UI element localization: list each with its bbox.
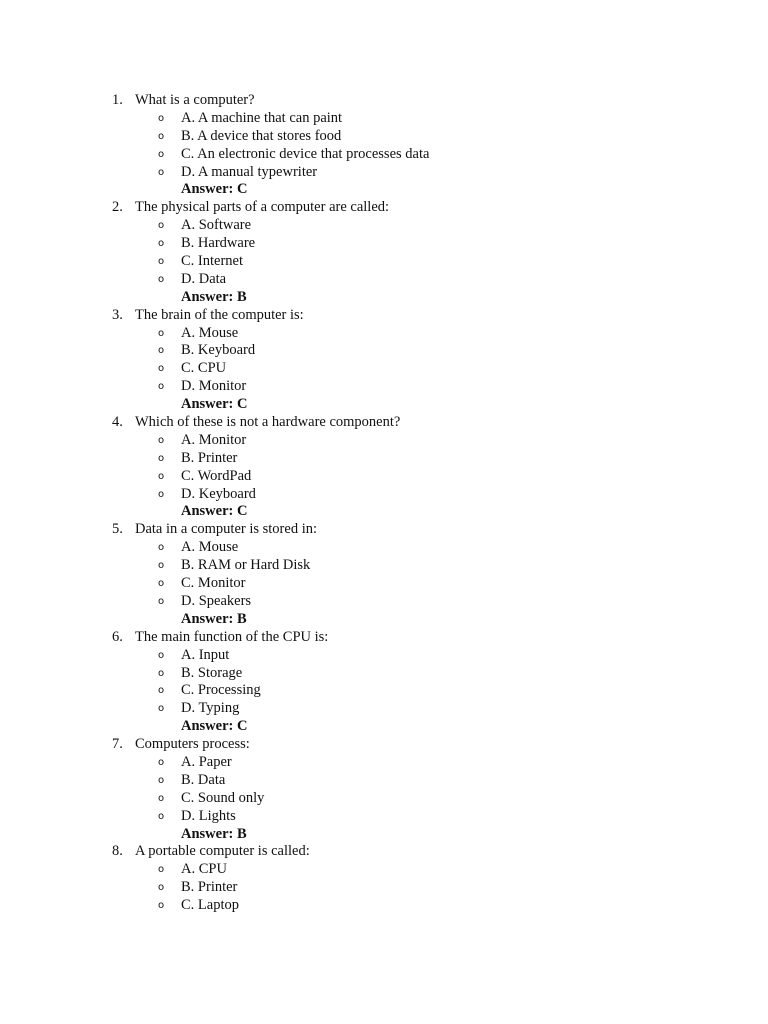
option-item bbox=[0, 217, 768, 235]
bullet-icon: o bbox=[158, 434, 165, 446]
option-text: A. CPU bbox=[181, 861, 227, 878]
question-line bbox=[0, 736, 768, 754]
option-text: C. Internet bbox=[181, 253, 244, 270]
option-item bbox=[0, 593, 768, 611]
option-text: A. Monitor bbox=[181, 431, 247, 448]
question-number: 1. bbox=[112, 92, 123, 108]
bullet-icon: o bbox=[158, 882, 165, 894]
question-text: The physical parts of a computer are called: bbox=[135, 199, 390, 216]
option-item bbox=[0, 342, 768, 360]
option-item bbox=[0, 754, 768, 772]
answer-line bbox=[0, 503, 768, 521]
option-text: B. Hardware bbox=[181, 235, 256, 252]
option-item bbox=[0, 253, 768, 271]
option-list bbox=[0, 217, 768, 289]
option-text: B. Keyboard bbox=[181, 342, 256, 359]
bullet-icon: o bbox=[158, 595, 165, 607]
option-item bbox=[0, 575, 768, 593]
option-text: D. Lights bbox=[181, 807, 236, 824]
bullet-icon: o bbox=[158, 166, 165, 178]
bullet-icon: o bbox=[158, 381, 165, 393]
bullet-icon: o bbox=[158, 792, 165, 804]
answer-line bbox=[0, 611, 768, 629]
option-item bbox=[0, 235, 768, 253]
option-item bbox=[0, 861, 768, 879]
option-list bbox=[0, 539, 768, 611]
option-item bbox=[0, 665, 768, 683]
option-item bbox=[0, 468, 768, 486]
question-item bbox=[0, 414, 768, 521]
option-list bbox=[0, 432, 768, 504]
option-text: D. Monitor bbox=[181, 378, 247, 395]
bullet-icon: o bbox=[158, 649, 165, 661]
question-line bbox=[0, 414, 768, 432]
option-text: B. Printer bbox=[181, 449, 238, 466]
option-text: C. CPU bbox=[181, 360, 227, 377]
bullet-icon: o bbox=[158, 112, 165, 124]
answer-line bbox=[0, 826, 768, 844]
bullet-icon: o bbox=[158, 864, 165, 876]
answer-line bbox=[0, 289, 768, 307]
option-item bbox=[0, 432, 768, 450]
bullet-icon: o bbox=[158, 703, 165, 715]
question-list bbox=[0, 92, 768, 915]
option-item bbox=[0, 360, 768, 378]
option-item bbox=[0, 450, 768, 468]
option-item bbox=[0, 378, 768, 396]
answer-line bbox=[0, 718, 768, 736]
question-item bbox=[0, 199, 768, 306]
question-line bbox=[0, 521, 768, 539]
option-text: C. Laptop bbox=[181, 897, 239, 914]
bullet-icon: o bbox=[158, 756, 165, 768]
answer-text: Answer: C bbox=[181, 396, 248, 413]
question-text: Data in a computer is stored in: bbox=[135, 521, 318, 538]
option-list bbox=[0, 110, 768, 182]
question-text: The brain of the computer is: bbox=[135, 306, 304, 323]
question-text: Computers process: bbox=[135, 736, 250, 753]
option-text: B. Printer bbox=[181, 879, 238, 896]
option-text: C. Processing bbox=[181, 682, 261, 699]
bullet-icon: o bbox=[158, 810, 165, 822]
option-item bbox=[0, 110, 768, 128]
bullet-icon: o bbox=[158, 685, 165, 697]
answer-text: Answer: B bbox=[181, 825, 247, 842]
question-line bbox=[0, 629, 768, 647]
option-text: B. A device that stores food bbox=[181, 127, 342, 144]
option-item bbox=[0, 879, 768, 897]
option-text: B. RAM or Hard Disk bbox=[181, 557, 311, 574]
question-text: A portable computer is called: bbox=[135, 843, 310, 860]
answer-line bbox=[0, 181, 768, 199]
question-text: The main function of the CPU is: bbox=[135, 628, 329, 645]
bullet-icon: o bbox=[158, 345, 165, 357]
option-text: D. Typing bbox=[181, 700, 240, 717]
option-item bbox=[0, 647, 768, 665]
option-item bbox=[0, 557, 768, 575]
answer-text: Answer: C bbox=[181, 181, 248, 198]
option-list bbox=[0, 861, 768, 915]
option-item bbox=[0, 486, 768, 504]
option-item bbox=[0, 325, 768, 343]
bullet-icon: o bbox=[158, 452, 165, 464]
question-number: 5. bbox=[112, 521, 123, 538]
question-number: 2. bbox=[112, 199, 123, 216]
bullet-icon: o bbox=[158, 220, 165, 232]
option-text: C. Monitor bbox=[181, 575, 246, 592]
option-text: A. Paper bbox=[181, 753, 232, 770]
option-text: A. Input bbox=[181, 646, 230, 663]
question-number: 8. bbox=[112, 843, 123, 860]
option-text: A. A machine that can paint bbox=[181, 109, 343, 126]
question-number: 6. bbox=[112, 628, 123, 645]
option-item bbox=[0, 808, 768, 826]
option-item bbox=[0, 772, 768, 790]
option-list bbox=[0, 754, 768, 826]
question-line bbox=[0, 307, 768, 325]
option-list bbox=[0, 647, 768, 719]
option-item bbox=[0, 682, 768, 700]
question-number: 4. bbox=[112, 414, 123, 431]
bullet-icon: o bbox=[158, 363, 165, 375]
option-item bbox=[0, 790, 768, 808]
question-item bbox=[0, 92, 768, 199]
option-item bbox=[0, 539, 768, 557]
question-text: What is a computer? bbox=[135, 92, 255, 108]
option-text: D. Data bbox=[181, 270, 227, 287]
question-line bbox=[0, 843, 768, 861]
question-item bbox=[0, 843, 768, 915]
question-text: Which of these is not a hardware component? bbox=[135, 414, 401, 431]
bullet-icon: o bbox=[158, 578, 165, 590]
bullet-icon: o bbox=[158, 774, 165, 786]
question-line bbox=[0, 92, 768, 110]
option-text: B. Storage bbox=[181, 664, 243, 681]
option-text: A. Software bbox=[181, 217, 252, 234]
option-text: D. Keyboard bbox=[181, 485, 256, 502]
question-number: 7. bbox=[112, 736, 123, 753]
bullet-icon: o bbox=[158, 488, 165, 500]
option-text: A. Mouse bbox=[181, 539, 239, 556]
question-item bbox=[0, 736, 768, 843]
question-number: 3. bbox=[112, 306, 123, 323]
option-text: C. An electronic device that processes data bbox=[181, 145, 430, 162]
question-line bbox=[0, 199, 768, 217]
bullet-icon: o bbox=[158, 238, 165, 250]
bullet-icon: o bbox=[158, 560, 165, 572]
option-item bbox=[0, 164, 768, 182]
answer-text: Answer: C bbox=[181, 718, 248, 735]
question-item bbox=[0, 629, 768, 736]
option-item bbox=[0, 146, 768, 164]
answer-text: Answer: B bbox=[181, 610, 247, 627]
bullet-icon: o bbox=[158, 256, 165, 268]
option-item bbox=[0, 700, 768, 718]
bullet-icon: o bbox=[158, 327, 165, 339]
bullet-icon: o bbox=[158, 130, 165, 142]
option-text: A. Mouse bbox=[181, 324, 239, 341]
bullet-icon: o bbox=[158, 542, 165, 554]
answer-line bbox=[0, 396, 768, 414]
bullet-icon: o bbox=[158, 900, 165, 912]
option-list bbox=[0, 325, 768, 397]
option-text: C. Sound only bbox=[181, 789, 265, 806]
answer-text: Answer: C bbox=[181, 503, 248, 520]
option-text: D. Speakers bbox=[181, 592, 252, 609]
option-item bbox=[0, 128, 768, 146]
bullet-icon: o bbox=[158, 273, 165, 285]
bullet-icon: o bbox=[158, 148, 165, 160]
answer-text: Answer: B bbox=[181, 288, 247, 305]
option-item bbox=[0, 271, 768, 289]
option-item bbox=[0, 897, 768, 915]
question-item bbox=[0, 307, 768, 414]
option-text: B. Data bbox=[181, 771, 226, 788]
bullet-icon: o bbox=[158, 667, 165, 679]
option-text: D. A manual typewriter bbox=[181, 163, 318, 180]
bullet-icon: o bbox=[158, 470, 165, 482]
option-text: C. WordPad bbox=[181, 467, 252, 484]
question-item bbox=[0, 521, 768, 628]
